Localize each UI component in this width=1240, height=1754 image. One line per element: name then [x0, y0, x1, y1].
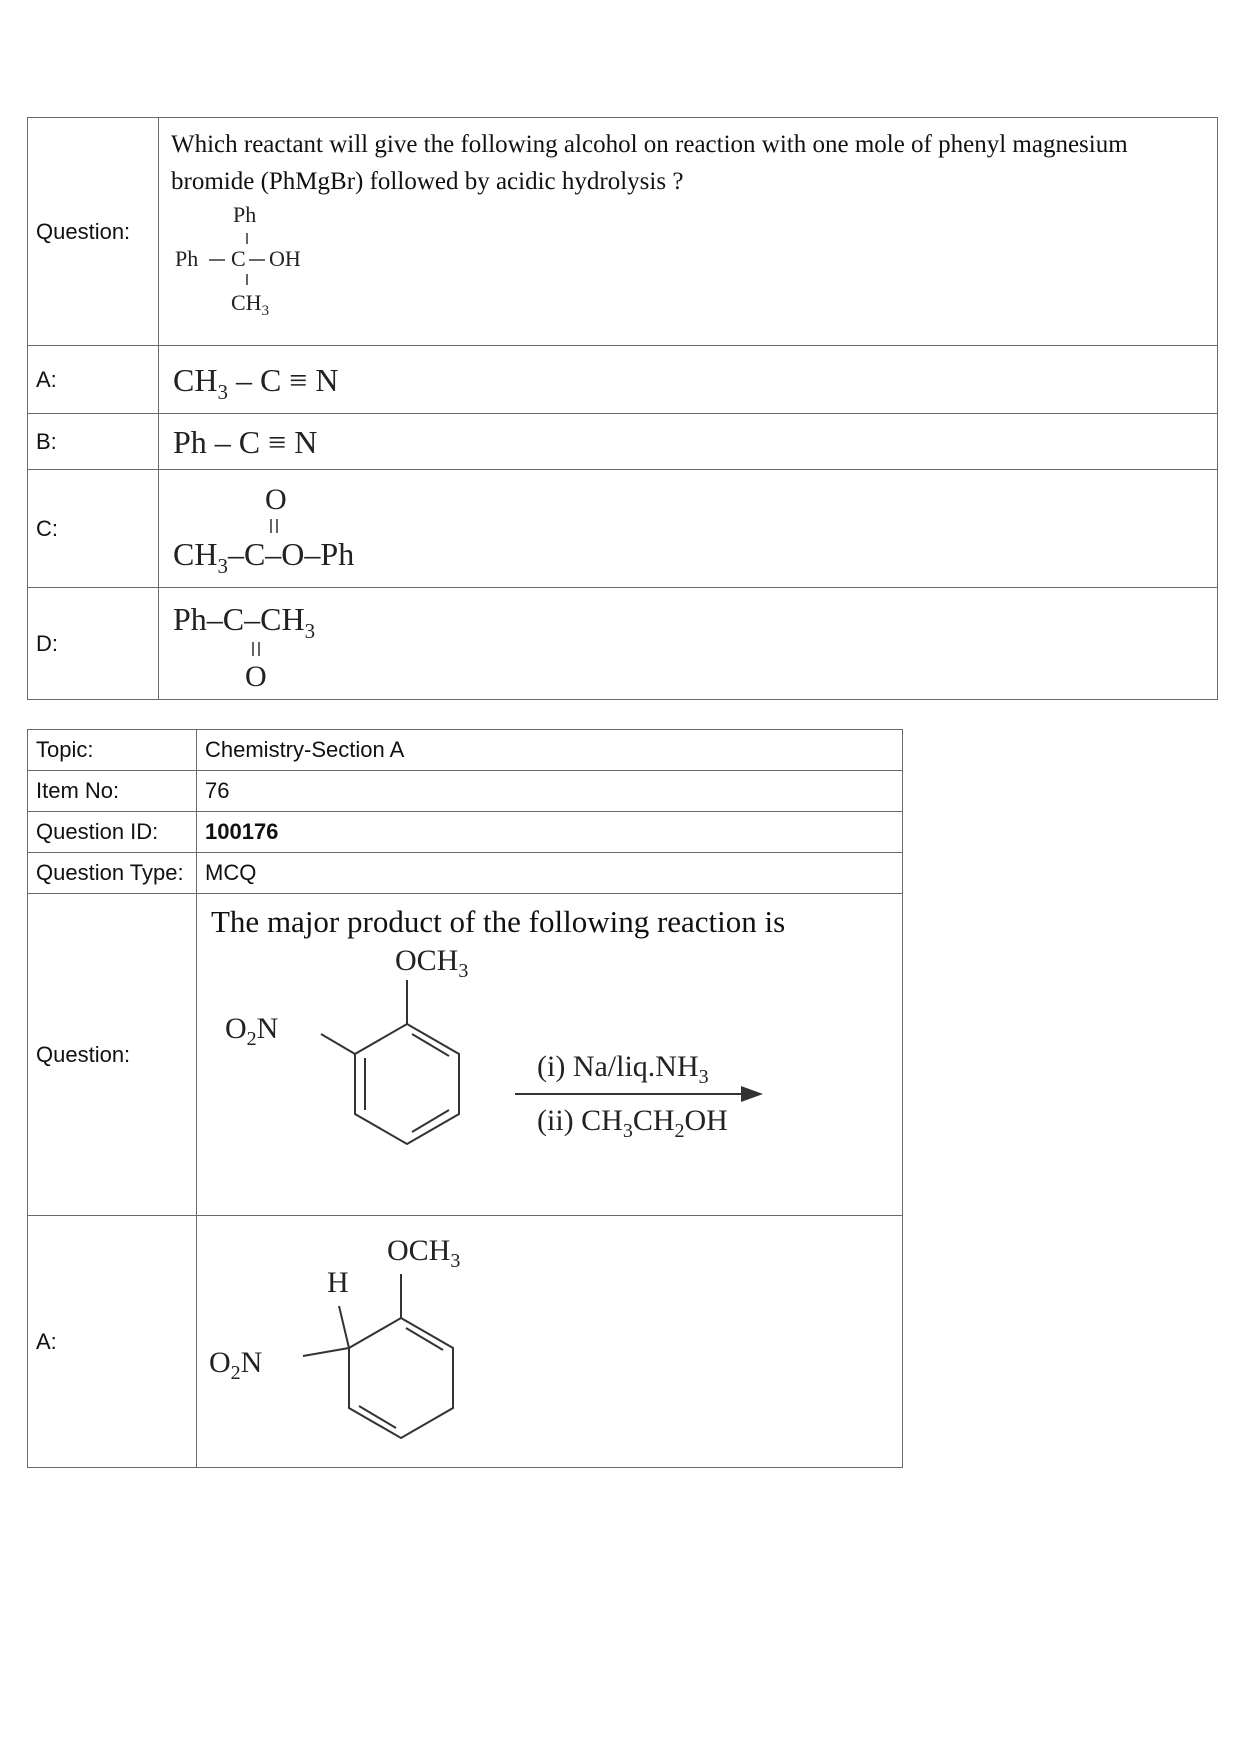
item-no-label: Item No:	[28, 771, 197, 812]
struct-left-ph: Ph	[175, 246, 199, 271]
svg-text:CH3 – C ≡ N: $CH_3 - C \equiv N$	[173, 361, 339, 404]
option-b-label: B:	[28, 414, 159, 470]
question2-label: Question:	[28, 894, 197, 1216]
item-no-value: 76	[197, 771, 903, 812]
question-cell	[159, 118, 1218, 346]
question2-cell	[197, 894, 903, 1216]
struct-right-oh: OH	[269, 246, 301, 271]
question-table-2	[27, 729, 903, 1468]
option2-a-cell	[197, 1216, 903, 1468]
question-type-label: Question Type:	[28, 853, 197, 894]
question-text: Which reactant will give the following alcohol on reaction with one mole of phenyl magnesium bromide (PhMgBr) followed by acidic hydrolysis ?	[171, 131, 1128, 195]
question-table-1	[27, 117, 1218, 700]
option-a-cell	[159, 346, 1218, 414]
svg-text:CH3–C–O–Ph: $CH_3-C-O-Ph$	[173, 535, 355, 578]
product-o2n: $O_2N$	[209, 1346, 263, 1384]
topic-label: Topic:	[28, 730, 197, 771]
svg-text:Ph–C–CH3: $Ph-C-CH_3$	[173, 600, 316, 643]
svg-text:Ph – C ≡ N: Ph – C ≡ N	[173, 423, 318, 460]
struct-top-ph: Ph	[233, 202, 257, 227]
option-d-label: D:	[28, 588, 159, 700]
alcohol-structure	[169, 200, 469, 340]
struct-bottom-ch3: $CH_3$	[231, 290, 270, 319]
question-type-value: MCQ	[197, 853, 903, 894]
reaction-scheme	[197, 940, 897, 1202]
option-b-formula	[171, 419, 431, 465]
svg-text:O: O	[245, 659, 267, 693]
topic-value: Chemistry-Section A	[197, 730, 903, 771]
option2-a-structure	[197, 1216, 897, 1466]
question-id-label: Question ID:	[28, 812, 197, 853]
option-b-cell	[159, 414, 1218, 470]
product-och3: $OCH_3$	[387, 1234, 461, 1272]
reagent-2: (ii) $CH_3CH_2OH$	[537, 1104, 728, 1142]
product-h: H	[327, 1266, 349, 1299]
option2-a-label: A:	[28, 1216, 197, 1468]
option-d-cell	[159, 588, 1218, 700]
reactant-och3: $OCH_3$	[395, 944, 469, 982]
option-c-formula	[171, 475, 471, 583]
option-d-formula	[171, 592, 431, 696]
option-a-formula	[171, 355, 431, 405]
option-a-label: A:	[28, 346, 159, 414]
option-c-label: C:	[28, 470, 159, 588]
reagent-1: (i) $Na/liq.NH_3$	[537, 1050, 709, 1088]
reactant-o2n: $O_2N$	[225, 1012, 279, 1050]
option-c-cell	[159, 470, 1218, 588]
question-label: Question:	[28, 118, 159, 346]
struct-center-c: C	[231, 246, 246, 271]
svg-text:O: O	[265, 482, 287, 516]
question2-text: The major product of the following reaction is	[211, 904, 786, 939]
question-id-value: 100176	[197, 812, 903, 853]
